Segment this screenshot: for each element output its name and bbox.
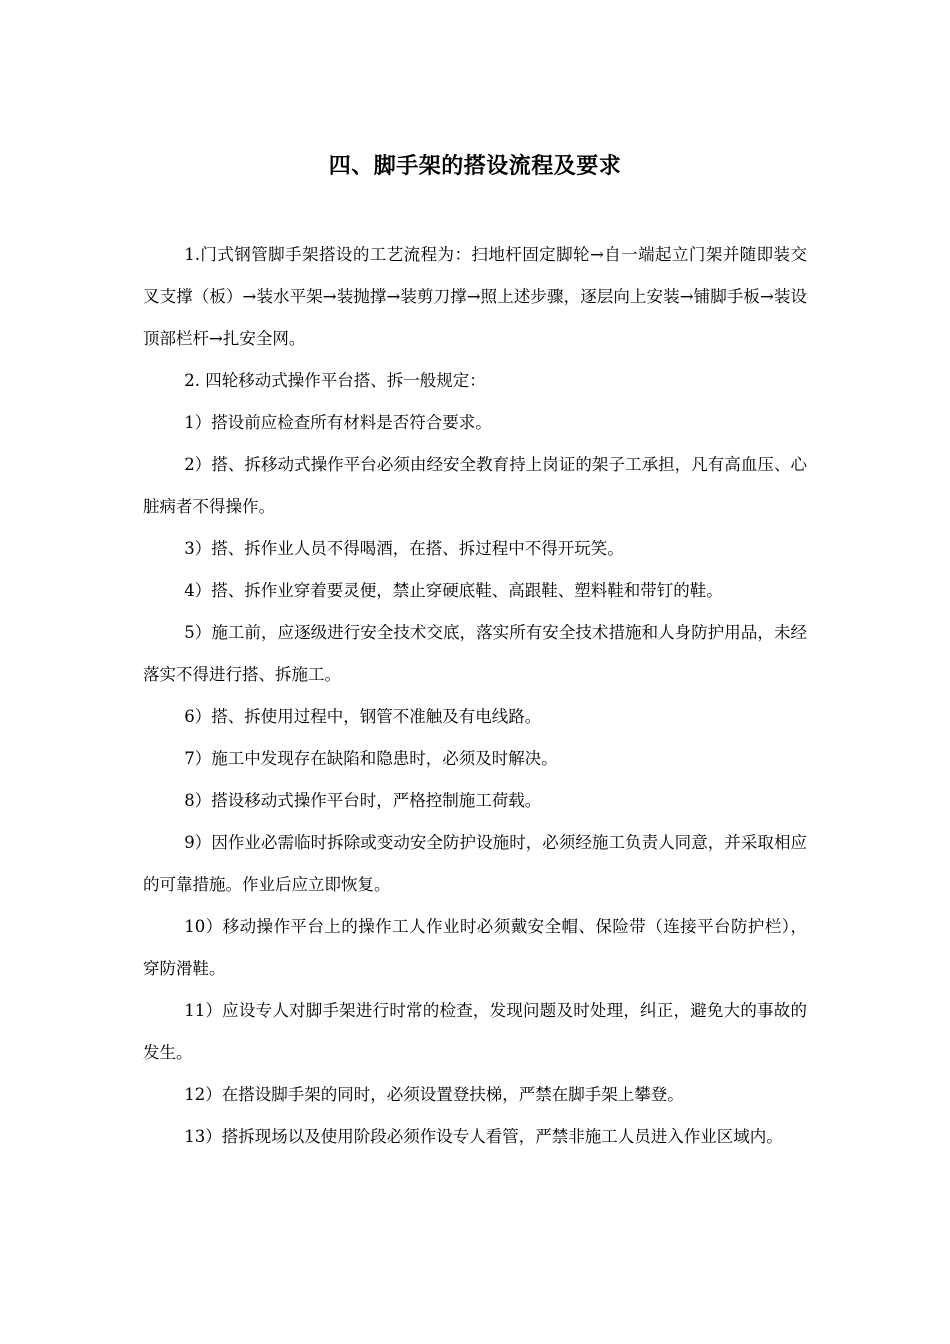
paragraph-rule-9: 9）因作业必需临时拆除或变动安全防护设施时，必须经施工负责人同意，并采取相应的可靠措施。作业后应立即恢复。 bbox=[143, 833, 807, 894]
paragraph-rule-13: 13）搭拆现场以及使用阶段必须作设专人看管，严禁非施工人员进入作业区域内。 bbox=[184, 1127, 783, 1146]
paragraph-rule-4: 4）搭、拆作业穿着要灵便，禁止穿硬底鞋、高跟鞋、塑料鞋和带钉的鞋。 bbox=[184, 581, 723, 600]
paragraph-rule-11: 11）应设专人对脚手架进行时常的检查，发现问题及时处理，纠正，避免大的事故的发生。 bbox=[143, 1001, 807, 1062]
document-title: 四、脚手架的搭设流程及要求 bbox=[328, 152, 622, 179]
paragraph-rule-3: 3）搭、拆作业人员不得喝酒，在搭、拆过程中不得开玩笑。 bbox=[184, 539, 624, 558]
paragraph-rule-2: 2）搭、拆移动式操作平台必须由经安全教育持上岗证的架子工承担，凡有高血压、心脏病者不得操作。 bbox=[143, 455, 807, 516]
paragraph-process-flow: 1.门式钢管脚手架搭设的工艺流程为：扫地杆固定脚轮→自一端起立门架并随即装交叉支撑（板）→装水平架→装抛撑→装剪刀撑→照上述步骤，逐层向上安装→铺脚手板→装设顶部栏杆→扎安全网。 bbox=[143, 245, 807, 348]
paragraph-general-rules-heading: 2. 四轮移动式操作平台搭、拆一般规定： bbox=[184, 371, 486, 390]
paragraph-rule-6: 6）搭、拆使用过程中，钢管不准触及有电线路。 bbox=[184, 707, 542, 726]
paragraph-rule-5: 5）施工前，应逐级进行安全技术交底，落实所有安全技术措施和人身防护用品，未经落实不得进行搭、拆施工。 bbox=[143, 623, 807, 684]
paragraph-rule-7: 7）施工中发现存在缺陷和隐患时，必须及时解决。 bbox=[184, 749, 558, 768]
paragraph-rule-12: 12）在搭设脚手架的同时，必须设置登扶梯，严禁在脚手架上攀登。 bbox=[184, 1085, 684, 1104]
paragraph-rule-1: 1）搭设前应检查所有材料是否符合要求。 bbox=[184, 413, 492, 432]
paragraph-rule-8: 8）搭设移动式操作平台时，严格控制施工荷载。 bbox=[184, 791, 542, 810]
document-body bbox=[143, 234, 807, 1158]
paragraph-rule-10: 10）移动操作平台上的操作工人作业时必须戴安全帽、保险带（连接平台防护栏），穿防滑鞋。 bbox=[143, 917, 807, 978]
